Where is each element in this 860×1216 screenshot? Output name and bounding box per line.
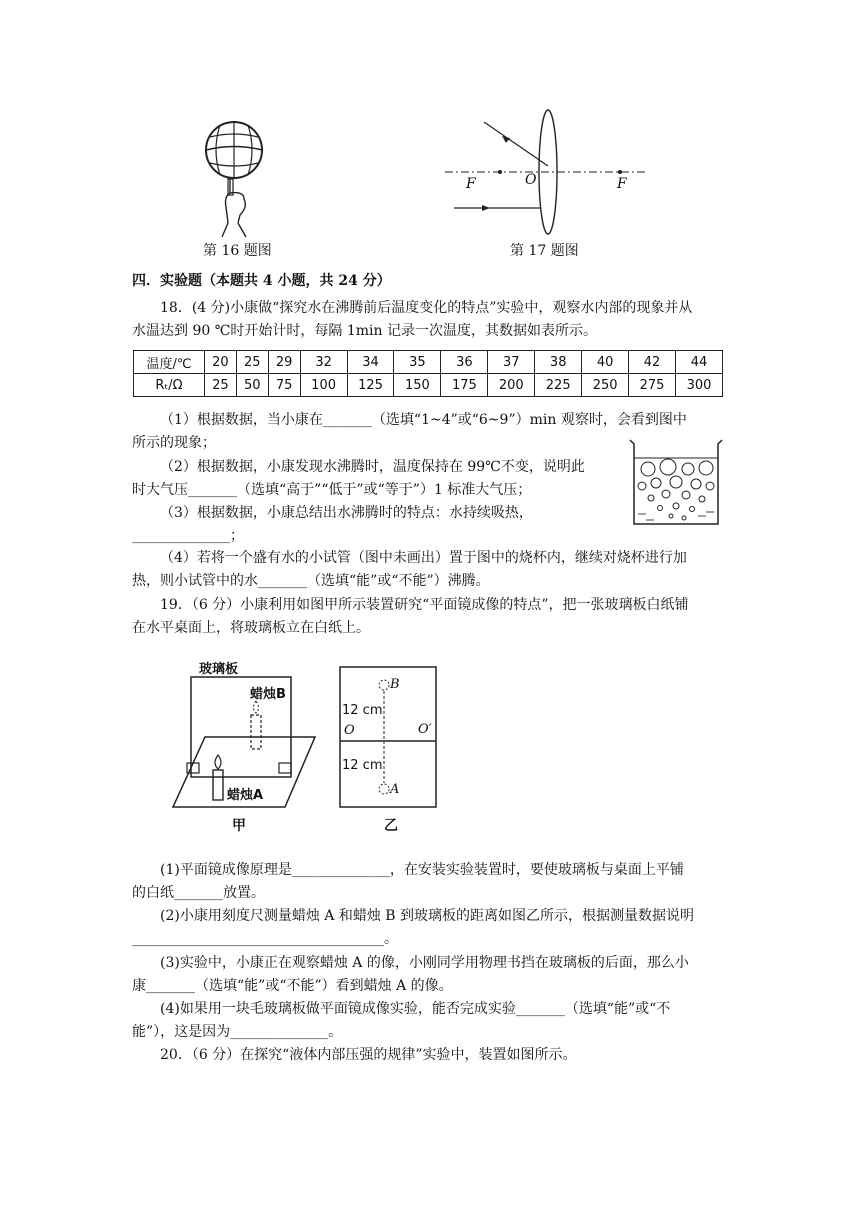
- table-cell: 44: [676, 351, 723, 374]
- q18-s1-line2: 所示的现象；: [132, 435, 216, 451]
- figure-a-caption: 甲: [232, 818, 246, 834]
- point-o-label: O: [344, 723, 355, 738]
- q19-s1-line2: 的白纸_______放置。: [132, 885, 265, 901]
- q19-s2-line1: (2)小康用刻度尺测量蜡烛 A 和蜡烛 B 到玻璃板的距离如图乙所示，根据测量数据说明: [160, 908, 695, 924]
- table-cell: 29: [268, 351, 300, 374]
- distance-upper-label: 12 cm: [342, 703, 383, 718]
- lens-label-f-left: F: [466, 176, 476, 192]
- q18-s2-line1: （2）根据数据，小康发现水沸腾时，温度保持在 99℃不变，说明此: [160, 459, 585, 475]
- table-cell: 200: [488, 374, 535, 397]
- q19-s4-line2: 能”），这是因为______________。: [132, 1024, 343, 1040]
- point-b-label: B: [390, 677, 400, 692]
- q18-data-table: [133, 350, 723, 397]
- q18-s1-line1: （1）根据数据，当小康在_______（选填“1~4”或“6~9”）min 观察时，会看到图中: [160, 412, 687, 428]
- table-cell: 275: [629, 374, 676, 397]
- table-cell: 32: [300, 351, 347, 374]
- point-o-prime-label: O′: [418, 722, 432, 737]
- table-cell: 50: [236, 374, 268, 397]
- table-header-temperature: 温度/℃: [134, 351, 205, 374]
- lens-label-f-right: F: [617, 176, 627, 192]
- boiling-beaker-figure: [626, 436, 726, 528]
- q18-s2-line2: 时大气压_______（选填“高于”“低于”或“等于”）1 标准大气压；: [132, 482, 532, 498]
- q19-s1-line1: (1)平面镜成像原理是______________，在安装实验装置时，要使玻璃板与桌面上平铺: [160, 862, 684, 878]
- figure-16-caption: 第 16 题图: [203, 243, 272, 259]
- table-cell: 34: [347, 351, 394, 374]
- point-a-label: A: [390, 782, 400, 797]
- table-cell: 40: [582, 351, 629, 374]
- table-row: [134, 351, 723, 374]
- q18-intro-line2: 水温达到 90 ℃时开始计时，每隔 1min 记录一次温度，其数据如表所示。: [132, 323, 597, 339]
- table-cell: 35: [394, 351, 441, 374]
- figure-17-caption: 第 17 题图: [510, 243, 579, 259]
- glass-plate-label: 玻璃板: [199, 662, 239, 677]
- table-row: [134, 374, 723, 397]
- lens-label-o: O: [525, 172, 537, 188]
- basketball-figure: [200, 115, 270, 240]
- section-title: 四．实验题（本题共 4 小题，共 24 分）: [132, 273, 391, 289]
- table-cell: 150: [394, 374, 441, 397]
- q19-intro-line1: 19．（6 分）小康利用如图甲所示装置研究“平面镜成像的特点”，把一张玻璃板白纸铺: [160, 597, 689, 613]
- table-cell: 125: [347, 374, 394, 397]
- candle-a-label: 蜡烛A: [227, 788, 264, 803]
- table-cell: 42: [629, 351, 676, 374]
- q18-s3-line2: ______________；: [132, 528, 244, 544]
- table-cell: 300: [676, 374, 723, 397]
- table-cell: 37: [488, 351, 535, 374]
- table-cell: 175: [441, 374, 488, 397]
- table-cell: 36: [441, 351, 488, 374]
- convex-lens-figure: [440, 108, 650, 238]
- q19-s4-line1: (4)如果用一块毛玻璃板做平面镜成像实验，能否完成实验_______（选填“能”或“不: [160, 1001, 671, 1017]
- table-cell: 20: [205, 351, 237, 374]
- q19-s2-line2: ____________________________________。: [132, 931, 398, 947]
- table-cell: 75: [268, 374, 300, 397]
- table-cell: 25: [205, 374, 237, 397]
- q18-intro-line1: 18．(4 分)小康做“探究水在沸腾前后温度变化的特点”实验中，观察水内部的现象并从: [160, 300, 693, 316]
- q18-s4-line1: （4）若将一个盛有水的小试管（图中未画出）置于图中的烧杯内，继续对烧杯进行加: [160, 550, 687, 566]
- table-cell: 100: [300, 374, 347, 397]
- table-cell: 250: [582, 374, 629, 397]
- table-cell: 225: [535, 374, 582, 397]
- q19-s3-line1: (3)实验中，小康正在观察蜡烛 A 的像，小刚同学用物理书挡在玻璃板的后面，那么小: [160, 955, 689, 971]
- figure-b-caption: 乙: [384, 818, 398, 834]
- q18-s4-line2: 热，则小试管中的水_______（选填“能”或“不能”）沸腾。: [132, 573, 490, 589]
- q18-s3-line1: （3）根据数据，小康总结出水沸腾时的特点：水持续吸热，: [160, 505, 533, 521]
- candle-b-label: 蜡烛B: [250, 687, 286, 702]
- table-header-resistance: Rₜ/Ω: [134, 374, 205, 397]
- q19-s3-line2: 康_______（选填“能”或“不能”）看到蜡烛 A 的像。: [132, 978, 453, 994]
- table-cell: 38: [535, 351, 582, 374]
- q20-intro: 20．（6 分）在探究“液体内部压强的规律”实验中，装置如图所示。: [160, 1047, 577, 1063]
- q19-intro-line2: 在水平桌面上，将玻璃板立在白纸上。: [132, 620, 370, 636]
- distance-lower-label: 12 cm: [342, 758, 383, 773]
- table-cell: 25: [236, 351, 268, 374]
